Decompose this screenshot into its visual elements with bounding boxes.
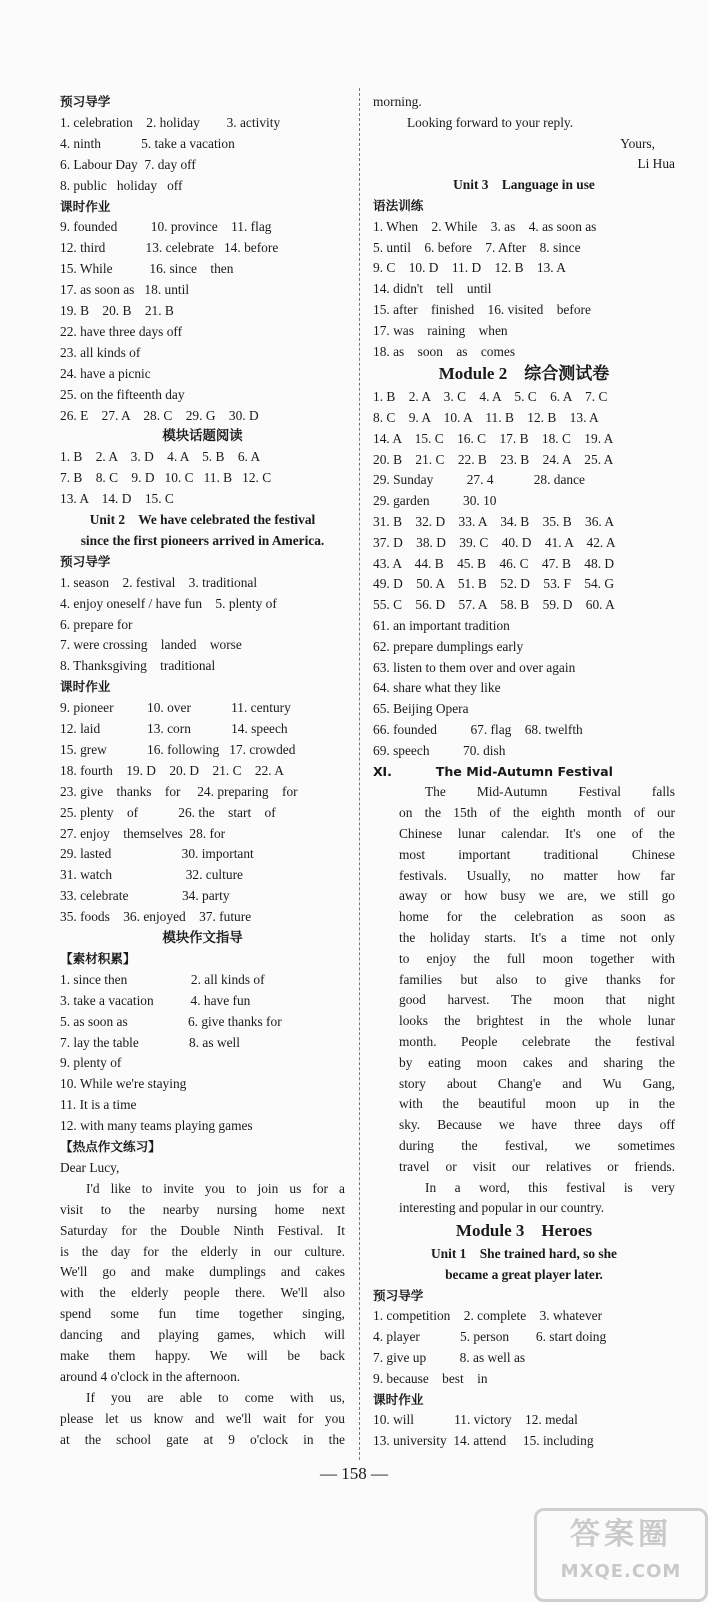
text-line: 3. take a vacation 4. have fun [60,992,251,1008]
text-line: We'll go and make dumplings and cakes [60,1264,345,1280]
text-line: 29. lasted 30. important [60,846,254,862]
text-line: 7. B 8. C 9. D 10. C 11. B 12. C [60,470,272,486]
text-line: 12. with many teams playing games [60,1118,253,1134]
text-line: 23. all kinds of [60,344,141,360]
text-line: month. People celebrate the festival [399,1034,675,1049]
text-line: home for the celebration as soon as [399,909,675,925]
section-title: 模块话题阅读 [162,428,243,444]
text-line: 15. While 16. since then [60,261,234,277]
text-line: 15. grew 16. following 17. crowded [60,741,296,757]
text-line: travel or visit our relatives or friends. [399,1158,675,1174]
unit-title: since the first pioneers arrived in America. [80,532,325,548]
text-line: 22. have three days off [60,323,183,339]
text-line: The Mid-Autumn Festival falls [425,784,675,800]
watermark-text: 答案圈 [570,1517,672,1552]
text-line: 66. founded 67. flag 68. twelfth [373,722,583,737]
text-line: 13. university 14. attend 15. including [373,1433,594,1449]
column-divider [359,88,360,1460]
text-line: good harvest. The moon that night [399,992,675,1008]
section-heading: 课时作业 [373,1391,424,1407]
text-line: 1. When 2. While 3. as 4. as soon as [373,218,597,234]
text-line: 33. celebrate 34. party [60,888,230,904]
text-line: 7. were crossing landed worse [60,637,242,653]
text-line: 62. prepare dumplings early [373,638,524,654]
text-line: families but also to give thanks for [399,971,675,987]
text-line: 63. listen to them over and over again [373,659,576,675]
text-line: 6. Labour Day 7. day off [60,156,196,172]
text-line: please let us know and we'll wait for you [60,1410,345,1426]
text-line: 27. enjoy themselves 28. for [60,825,226,841]
text-line: 9. founded 10. province 11. flag [60,219,272,235]
text-line: 8. Thanksgiving traditional [60,658,216,674]
unit-title: became a great player later. [445,1266,603,1282]
text-line: 9. C 10. D 11. D 12. B 13. A [373,260,566,276]
page-number: — 158 — [320,1464,388,1483]
text-line: 17. was raining when [373,322,508,338]
text-line: Saturday for the Double Ninth Festival. It [60,1222,345,1238]
text-line: 17. as soon as 18. until [60,282,190,298]
text-line: 18. fourth 19. D 20. D 21. C 22. A [60,762,284,778]
text-line: with the beautiful moon up in the [399,1096,675,1112]
text-line: by eating moon cakes and sharing the [399,1054,675,1070]
section-heading: 语法训练 [373,198,424,213]
text-line: 4. ninth 5. take a vacation [60,135,235,151]
text-line: 24. have a picnic [60,365,151,381]
text-line: 8. C 9. A 10. A 11. B 12. B 13. A [373,410,599,425]
text-line: 35. foods 36. enjoyed 37. future [60,909,252,925]
section-heading: 课时作业 [60,679,111,695]
text-line: 20. B 21. C 22. B 23. B 24. A 25. A [373,451,614,467]
text-line: around 4 o'clock in the afternoon. [60,1368,241,1384]
text-line: most important traditional Chinese [399,846,675,862]
text-line: 1. since then 2. all kinds of [60,971,265,987]
text-line: 10. While we're staying [60,1076,187,1092]
text-line: 25. plenty of 26. the start of [60,804,276,820]
text-line: 29. Sunday 27. 4 28. dance [373,472,585,488]
text-line: 18. as soon as comes [373,343,516,359]
text-line: 55. C 56. D 57. A 58. B 59. D 60. A [373,597,615,613]
section-heading: 课时作业 [60,198,111,214]
text-line: spend some fun time together singing, [60,1306,345,1322]
section-heading: 【热点作文练习】 [60,1139,161,1154]
text-line: dancing and playing games, which will [60,1327,345,1343]
text-line: 43. A 44. B 45. B 46. C 47. B 48. D [373,555,615,571]
text-line: In a word, this festival is very [425,1179,675,1195]
text-line: 15. after finished 16. visited before [373,302,591,317]
text-line: to enjoy the full moon together with [399,950,675,966]
text-line: 8. public holiday off [60,177,183,193]
text-line: 29. garden 30. 10 [373,493,497,509]
text-line: with the elderly people there. We'll also [60,1285,345,1301]
text-line: on the 15th of the eighth month of our [399,805,675,821]
text-line: If you are able to come with us, [86,1389,345,1405]
text-line: 49. D 50. A 51. B 52. D 53. F 54. G [373,576,615,592]
text-line: looks the brightest in the whole lunar [399,1013,675,1029]
unit-title: Unit 1 She trained hard, so she [430,1246,617,1261]
text-line: Yours, [620,135,655,151]
text-line: 65. Beijing Opera [373,701,469,717]
text-line: festivals. Usually, no matter how far [399,867,675,883]
module-title: Module 2 综合测试卷 [438,364,610,384]
section-title: 模块作文指导 [162,930,243,945]
text-line: 4. enjoy oneself / have fun 5. plenty of [60,595,277,611]
text-line: interesting and popular in our country. [399,1200,605,1216]
text-line: 23. give thanks for 24. preparing for [60,783,298,799]
text-line: Dear Lucy, [60,1159,120,1175]
text-line: 61. an important tradition [373,618,510,633]
text-line: morning. [373,94,422,109]
text-line: 25. on the fifteenth day [60,386,185,402]
text-line: 1. season 2. festival 3. traditional [60,574,258,590]
text-line: 1. B 2. A 3. C 4. A 5. C 6. A 7. C [373,389,608,405]
text-line: 9. pioneer 10. over 11. century [60,700,291,716]
text-line: 10. will 11. victory 12. medal [373,1412,578,1428]
text-line: 11. It is a time [60,1097,137,1113]
section-heading: 预习导学 [60,94,111,109]
text-line: 5. as soon as 6. give thanks for [60,1013,282,1029]
text-line: 9. plenty of [60,1055,122,1071]
text-line: 37. D 38. D 39. C 40. D 41. A 42. A [373,534,616,550]
text-line: sky. Because we have three days off [399,1117,675,1133]
text-line: 19. B 20. B 21. B [60,303,174,318]
text-line: 13. A 14. D 15. C [60,491,174,507]
text-line: Looking forward to your reply. [407,114,574,130]
text-line: 1. celebration 2. holiday 3. activity [60,114,281,130]
text-line: story about Chang'e and Wu Gang, [399,1075,675,1091]
text-line: I'd like to invite you to join us for a [86,1180,345,1196]
text-line: make them happy. We will be back [60,1348,345,1363]
module-title: Module 3 Heroes [455,1221,593,1241]
text-line: 31. watch 32. culture [60,867,243,883]
text-line: during the festival, we sometimes [399,1138,675,1153]
text-line: 1. B 2. A 3. D 4. A 5. B 6. A [60,449,261,465]
text-line: 12. third 13. celebrate 14. before [60,240,279,256]
text-line: 1. competition 2. complete 3. whatever [373,1308,603,1324]
text-line: at the school gate at 9 o'clock in the [60,1431,345,1447]
text-line: 6. prepare for [60,616,133,632]
text-line: 14. A 15. C 16. C 17. B 18. C 19. A [373,430,614,446]
text-line: 14. didn't tell until [373,281,492,297]
section-heading: 预习导学 [373,1287,424,1303]
unit-title: Unit 2 We have celebrated the festival [89,512,316,527]
text-line: 26. E 27. A 28. C 29. G 30. D [60,407,259,423]
unit-title: Unit 3 Language in use [453,177,595,193]
text-line: 7. give up 8. as well as [373,1350,526,1365]
text-line: Chinese lunar calendar. It's one of the [399,826,675,841]
text-line: 12. laid 13. corn 14. speech [60,721,288,736]
text-line: Li Hua [637,156,675,172]
watermark-url: MXQE.COM [560,1561,682,1582]
text-line: is the day for the elderly in our culture. [60,1243,345,1259]
text-line: 31. B 32. D 33. A 34. B 35. B 36. A [373,514,615,529]
text-line: 5. until 6. before 7. After 8. since [373,239,581,255]
text-line: the holiday starts. It's a time not only [399,930,675,945]
text-line: 7. lay the table 8. as well [60,1034,240,1050]
text-line: 4. player 5. person 6. start doing [373,1329,607,1345]
section-heading: 【素材积累】 [60,950,136,966]
text-line: 64. share what they like [373,680,501,696]
text-line: away or how busy we are, we still go [399,888,675,904]
watermark-logo [534,1508,708,1602]
section-heading: 预习导学 [60,553,111,569]
text-line: 9. because best in [373,1370,488,1386]
text-line: visit to the nearby nursing home next [60,1201,345,1217]
essay-title: Ⅺ. The Mid-Autumn Festival [373,763,613,779]
text-line: 69. speech 70. dish [373,742,506,758]
